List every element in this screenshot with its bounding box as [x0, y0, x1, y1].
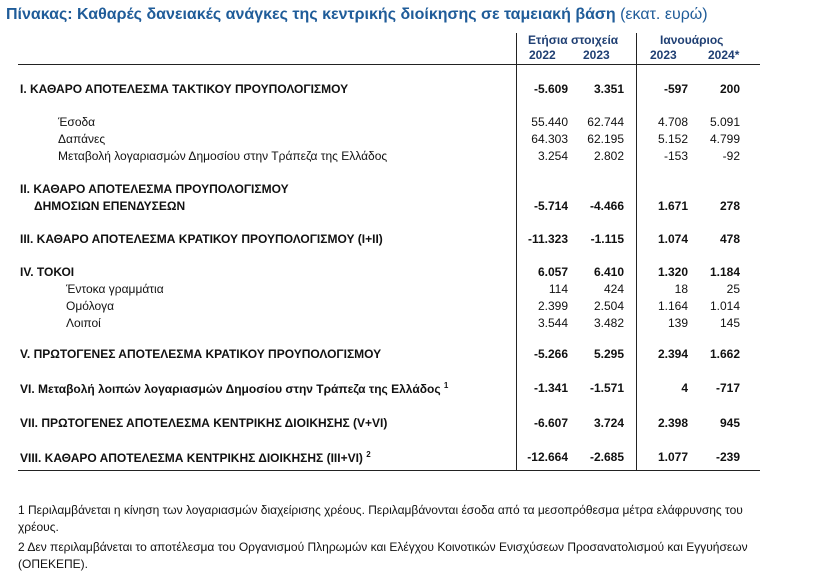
row-value: 6.410	[593, 265, 624, 279]
row-value: 3.544	[537, 316, 568, 330]
row-value: 5.091	[709, 115, 740, 129]
row-value: -4.466	[589, 199, 624, 213]
row-label: Ομόλογα	[66, 299, 115, 313]
row-value: 4.799	[709, 132, 740, 146]
row-value: -1.341	[533, 381, 568, 395]
row-value: 5.152	[657, 132, 688, 146]
header-col-2024: 2024*	[708, 48, 740, 62]
row-value: 1.320	[657, 265, 688, 279]
row-value: -12.664	[527, 450, 568, 464]
row-value: -5.266	[533, 347, 568, 361]
row-value: 64.303	[531, 132, 568, 146]
row-label: Μεταβολή λογαριασμών Δημοσίου στην Τράπεζα της Ελλάδος	[58, 149, 388, 163]
row-value: 2.399	[537, 299, 568, 313]
row-value: 2.802	[593, 149, 624, 163]
row-value: -5.609	[533, 82, 568, 96]
row-value: 2.504	[593, 299, 624, 313]
column-divider-1	[516, 33, 517, 470]
row-value: 278	[719, 199, 740, 213]
row-label: Έντοκα γραμμάτια	[66, 282, 164, 296]
row-value: -92	[722, 149, 740, 163]
row-value: 145	[719, 316, 740, 330]
title-main: Πίνακας: Καθαρές δανειακές ανάγκες της κεντρικής διοίκησης σε ταμειακή βάση	[6, 6, 616, 23]
row-value: 55.440	[531, 115, 568, 129]
row-value: 62.195	[587, 132, 624, 146]
row-value: 2.394	[657, 347, 688, 361]
row-value: -2.685	[589, 450, 624, 464]
row-value: 478	[719, 232, 740, 246]
row-value: 3.482	[593, 316, 624, 330]
table-top-border	[18, 64, 760, 65]
row-label-continued: ΔΗΜΟΣΙΩΝ ΕΠΕΝΔΥΣΕΩΝ	[34, 199, 186, 213]
row-value: -6.607	[533, 416, 568, 430]
row-value: 3.351	[593, 82, 624, 96]
row-value: 4.708	[657, 115, 688, 129]
row-label	[20, 381, 448, 396]
row-label: Λοιποί	[66, 316, 101, 330]
footnote-2: 2 Δεν περιλαμβάνεται το αποτέλεσμα του Οργανισμού Πληρωμών και Ελέγχου Κοινοτικών Ενισχύσεων Προσανατολισμού και Εγγυήσεων (ΟΠΕΚΕΠΕ).	[18, 540, 748, 571]
row-value: 3.724	[593, 416, 624, 430]
row-label-text: VI. Μεταβολή λοιπών λογαριασμών Δημοσίου στην Τράπεζα της Ελλάδος	[20, 382, 441, 396]
row-label-text: VIII. ΚΑΘΑΡΟ ΑΠΟΤΕΛΕΣΜΑ ΚΕΝΤΡΙΚΗΣ ΔΙΟΙΚΗΣΗΣ (III+VI)	[20, 451, 363, 465]
row-label: I. ΚΑΘΑΡΟ ΑΠΟΤΕΛΕΣΜΑ ΤΑΚΤΙΚΟΥ ΠΡΟΥΠΟΛΟΓΙΣΜΟΥ	[20, 82, 349, 96]
row-label: VII. ΠΡΩΤΟΓΕΝΕΣ ΑΠΟΤΕΛΕΣΜΑ ΚΕΝΤΡΙΚΗΣ ΔΙΟΙΚΗΣΗΣ (V+VI)	[20, 416, 388, 430]
row-value: 1.164	[657, 299, 688, 313]
row-value: 1.671	[657, 199, 688, 213]
row-value: 424	[603, 282, 624, 296]
row-value: 18	[674, 282, 688, 296]
row-label: V. ΠΡΩΤΟΓΕΝΕΣ ΑΠΟΤΕΛΕΣΜΑ ΚΡΑΤΙΚΟΥ ΠΡΟΥΠΟΛΟΓΙΣΜΟΥ	[20, 347, 382, 361]
row-value: 200	[719, 82, 740, 96]
row-value: 62.744	[587, 115, 624, 129]
footnote-1: 1 Περιλαμβάνεται η κίνηση των λογαριασμών διαχείρισης χρέους. Περιλαμβάνονται έσοδα από τα μεσοπρόθεσμα μέτρα ελάφρυνσης του χρέους.	[18, 503, 743, 534]
row-value: 2.398	[657, 416, 688, 430]
page-title	[6, 6, 708, 24]
row-value: -1.115	[590, 232, 624, 246]
row-value: 4	[681, 381, 688, 395]
header-group-annual: Ετήσια στοιχεία	[528, 33, 619, 47]
row-value: -153	[663, 149, 688, 163]
row-value: 1.184	[709, 265, 740, 279]
title-unit: (εκατ. ευρώ)	[620, 6, 708, 23]
header-col-2022: 2022	[529, 48, 556, 62]
row-label	[20, 450, 371, 465]
row-label: Έσοδα	[58, 115, 96, 129]
header-col-2023a: 2023	[583, 48, 610, 62]
row-value: -1.571	[589, 381, 624, 395]
row-label: Δαπάνες	[58, 132, 106, 146]
row-value: 1.077	[657, 450, 688, 464]
row-value: 25	[726, 282, 740, 296]
row-value: -239	[715, 450, 740, 464]
row-value: 1.662	[709, 347, 740, 361]
row-value: 1.014	[709, 299, 740, 313]
table-bottom-border	[18, 470, 760, 471]
row-value: -717	[715, 381, 740, 395]
row-value: 945	[719, 416, 740, 430]
row-value: -597	[663, 82, 688, 96]
footnote-marker: 2	[366, 450, 371, 459]
row-label: IV. ΤΟΚΟΙ	[20, 265, 75, 279]
row-value: 114	[548, 282, 568, 296]
footnote-marker: 1	[443, 381, 449, 390]
row-label: III. ΚΑΘΑΡΟ ΑΠΟΤΕΛΕΣΜΑ ΚΡΑΤΙΚΟΥ ΠΡΟΥΠΟΛΟΓΙΣΜΟΥ (I+II)	[20, 232, 383, 246]
column-divider-2	[636, 33, 637, 470]
row-value: -11.323	[527, 232, 568, 246]
row-value: 6.057	[537, 265, 568, 279]
header-group-january: Ιανουάριος	[660, 33, 724, 47]
row-value: 1.074	[657, 232, 688, 246]
header-col-2023b: 2023	[650, 48, 677, 62]
row-value: 139	[667, 316, 688, 330]
row-value: 5.295	[593, 347, 624, 361]
row-value: 3.254	[537, 149, 568, 163]
row-label: II. ΚΑΘΑΡΟ ΑΠΟΤΕΛΕΣΜΑ ΠΡΟΥΠΟΛΟΓΙΣΜΟΥ	[20, 182, 289, 196]
row-value: -5.714	[533, 199, 568, 213]
